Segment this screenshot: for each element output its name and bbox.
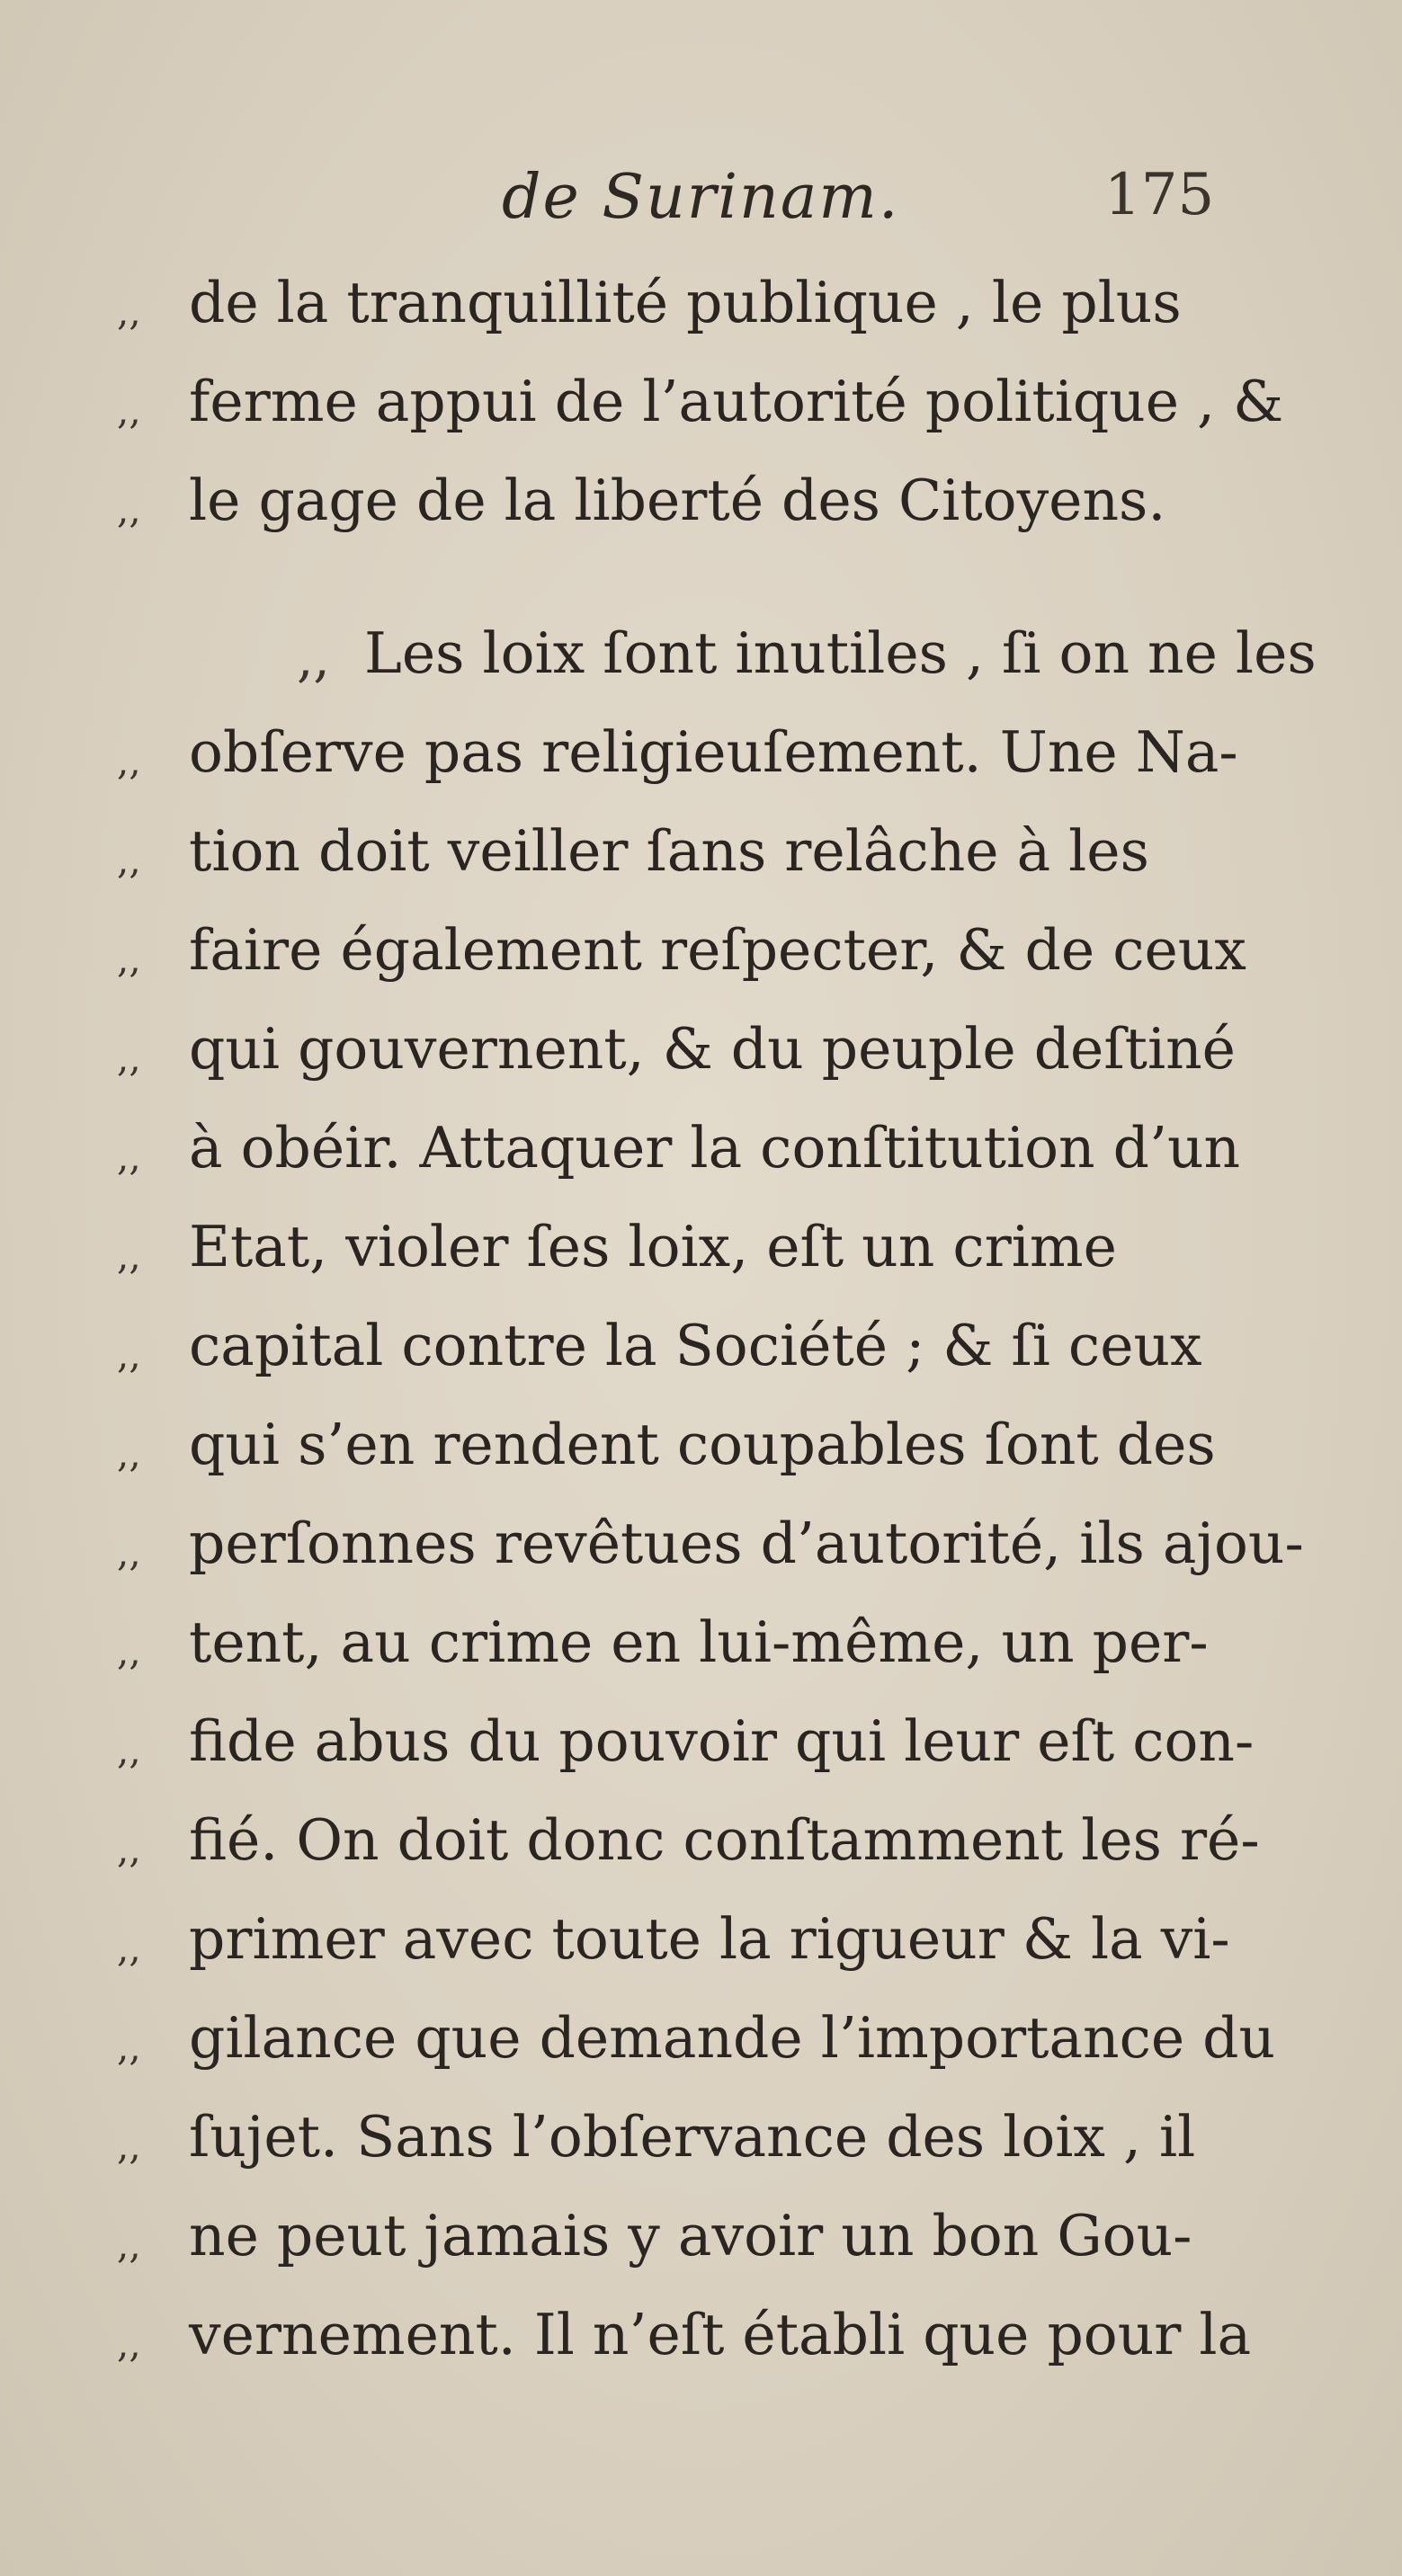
text-line — [0, 2302, 1402, 2374]
text-line — [0, 620, 1402, 692]
quotation-mark: ,, — [117, 2124, 141, 2168]
text-line — [0, 1313, 1402, 1385]
quotation-mark: ,, — [117, 388, 141, 432]
line-text: ferme appui de l’autorité politique , & — [189, 369, 1284, 434]
text-line — [0, 2203, 1402, 2275]
line-text: obſerve pas religieuſement. Une Na- — [189, 719, 1238, 785]
text-line — [0, 468, 1402, 539]
line-text: qui gouvernent, & du peuple deſtiné — [189, 1016, 1236, 1082]
line-text: de la tranquillité publique , le plus — [189, 270, 1182, 335]
quotation-mark: ,, — [117, 290, 141, 334]
line-text: primer avec toute la rigueur & la vi- — [189, 1906, 1230, 1972]
text-line — [0, 1214, 1402, 1286]
text-line — [0, 2104, 1402, 2176]
quotation-mark: ,, — [117, 838, 141, 882]
quotation-mark: ,, — [117, 1431, 141, 1475]
text-line — [0, 1412, 1402, 1484]
quotation-mark: ,, — [117, 2025, 141, 2069]
quotation-mark: ,, — [117, 2223, 141, 2267]
quotation-mark: ,, — [117, 1926, 141, 1970]
text-line — [0, 270, 1402, 342]
page-header — [0, 162, 1402, 243]
quotation-mark: ,, — [117, 1629, 141, 1673]
text-line — [0, 1016, 1402, 1088]
quotation-mark: ,, — [117, 937, 141, 981]
line-text: Etat, violer ſes loix, eſt un crime — [189, 1214, 1117, 1279]
text-line — [0, 719, 1402, 791]
line-text: ne peut jamais y avoir un bon Gou- — [189, 2203, 1192, 2268]
text-line — [0, 1511, 1402, 1582]
text-line — [0, 1807, 1402, 1879]
line-text: qui s’en rendent coupables ſont des — [189, 1412, 1216, 1477]
text-line — [0, 1708, 1402, 1780]
quotation-mark: ,, — [117, 1728, 141, 1772]
quotation-mark: ,, — [117, 1333, 141, 1377]
quotation-mark: ,, — [117, 1135, 141, 1179]
quotation-mark: ,, — [117, 487, 141, 531]
line-text: perſonnes revêtues d’autorité, ils ajou- — [189, 1511, 1304, 1576]
quotation-mark: ,, — [117, 1530, 141, 1574]
quotation-mark: ,, — [117, 1234, 141, 1278]
line-text: faire également reſpecter, & de ceux — [189, 917, 1246, 983]
line-text: tent, au crime en lui-même, un per- — [189, 1609, 1209, 1675]
text-line — [0, 1609, 1402, 1681]
text-line — [0, 1906, 1402, 1978]
line-text: fide abus du pouvoir qui leur eſt con- — [189, 1708, 1255, 1774]
line-text: à obéir. Attaquer la conſtitution d’un — [189, 1115, 1241, 1181]
line-text: fié. On doit donc conſtamment les ré- — [189, 1807, 1260, 1873]
text-line — [0, 917, 1402, 989]
line-text: Les loix ſont inutiles , ſi on ne les — [364, 620, 1317, 686]
line-text: gilance que demande l’importance du — [189, 2005, 1276, 2071]
line-text: capital contre la Société ; & ſi ceux — [189, 1313, 1202, 1378]
text-line — [0, 818, 1402, 890]
line-text: vernement. Il n’eſt établi que pour la — [189, 2302, 1252, 2367]
quotation-mark: ,, — [117, 2322, 141, 2366]
text-line — [0, 1115, 1402, 1187]
quotation-mark: ,, — [117, 739, 141, 783]
text-line — [0, 369, 1402, 441]
quotation-mark: ,, — [117, 1036, 141, 1080]
line-text: tion doit veiller ſans relâche à les — [189, 818, 1149, 884]
line-text: le gage de la liberté des Citoyens. — [189, 468, 1166, 533]
quotation-mark: ,, — [117, 1827, 141, 1871]
text-line — [0, 2005, 1402, 2077]
quotation-mark: ,, — [297, 628, 330, 689]
page-number: 175 — [1104, 162, 1215, 228]
line-text: ſujet. Sans l’obſervance des loix , il — [189, 2104, 1196, 2170]
running-title: de Surinam. — [502, 162, 900, 233]
